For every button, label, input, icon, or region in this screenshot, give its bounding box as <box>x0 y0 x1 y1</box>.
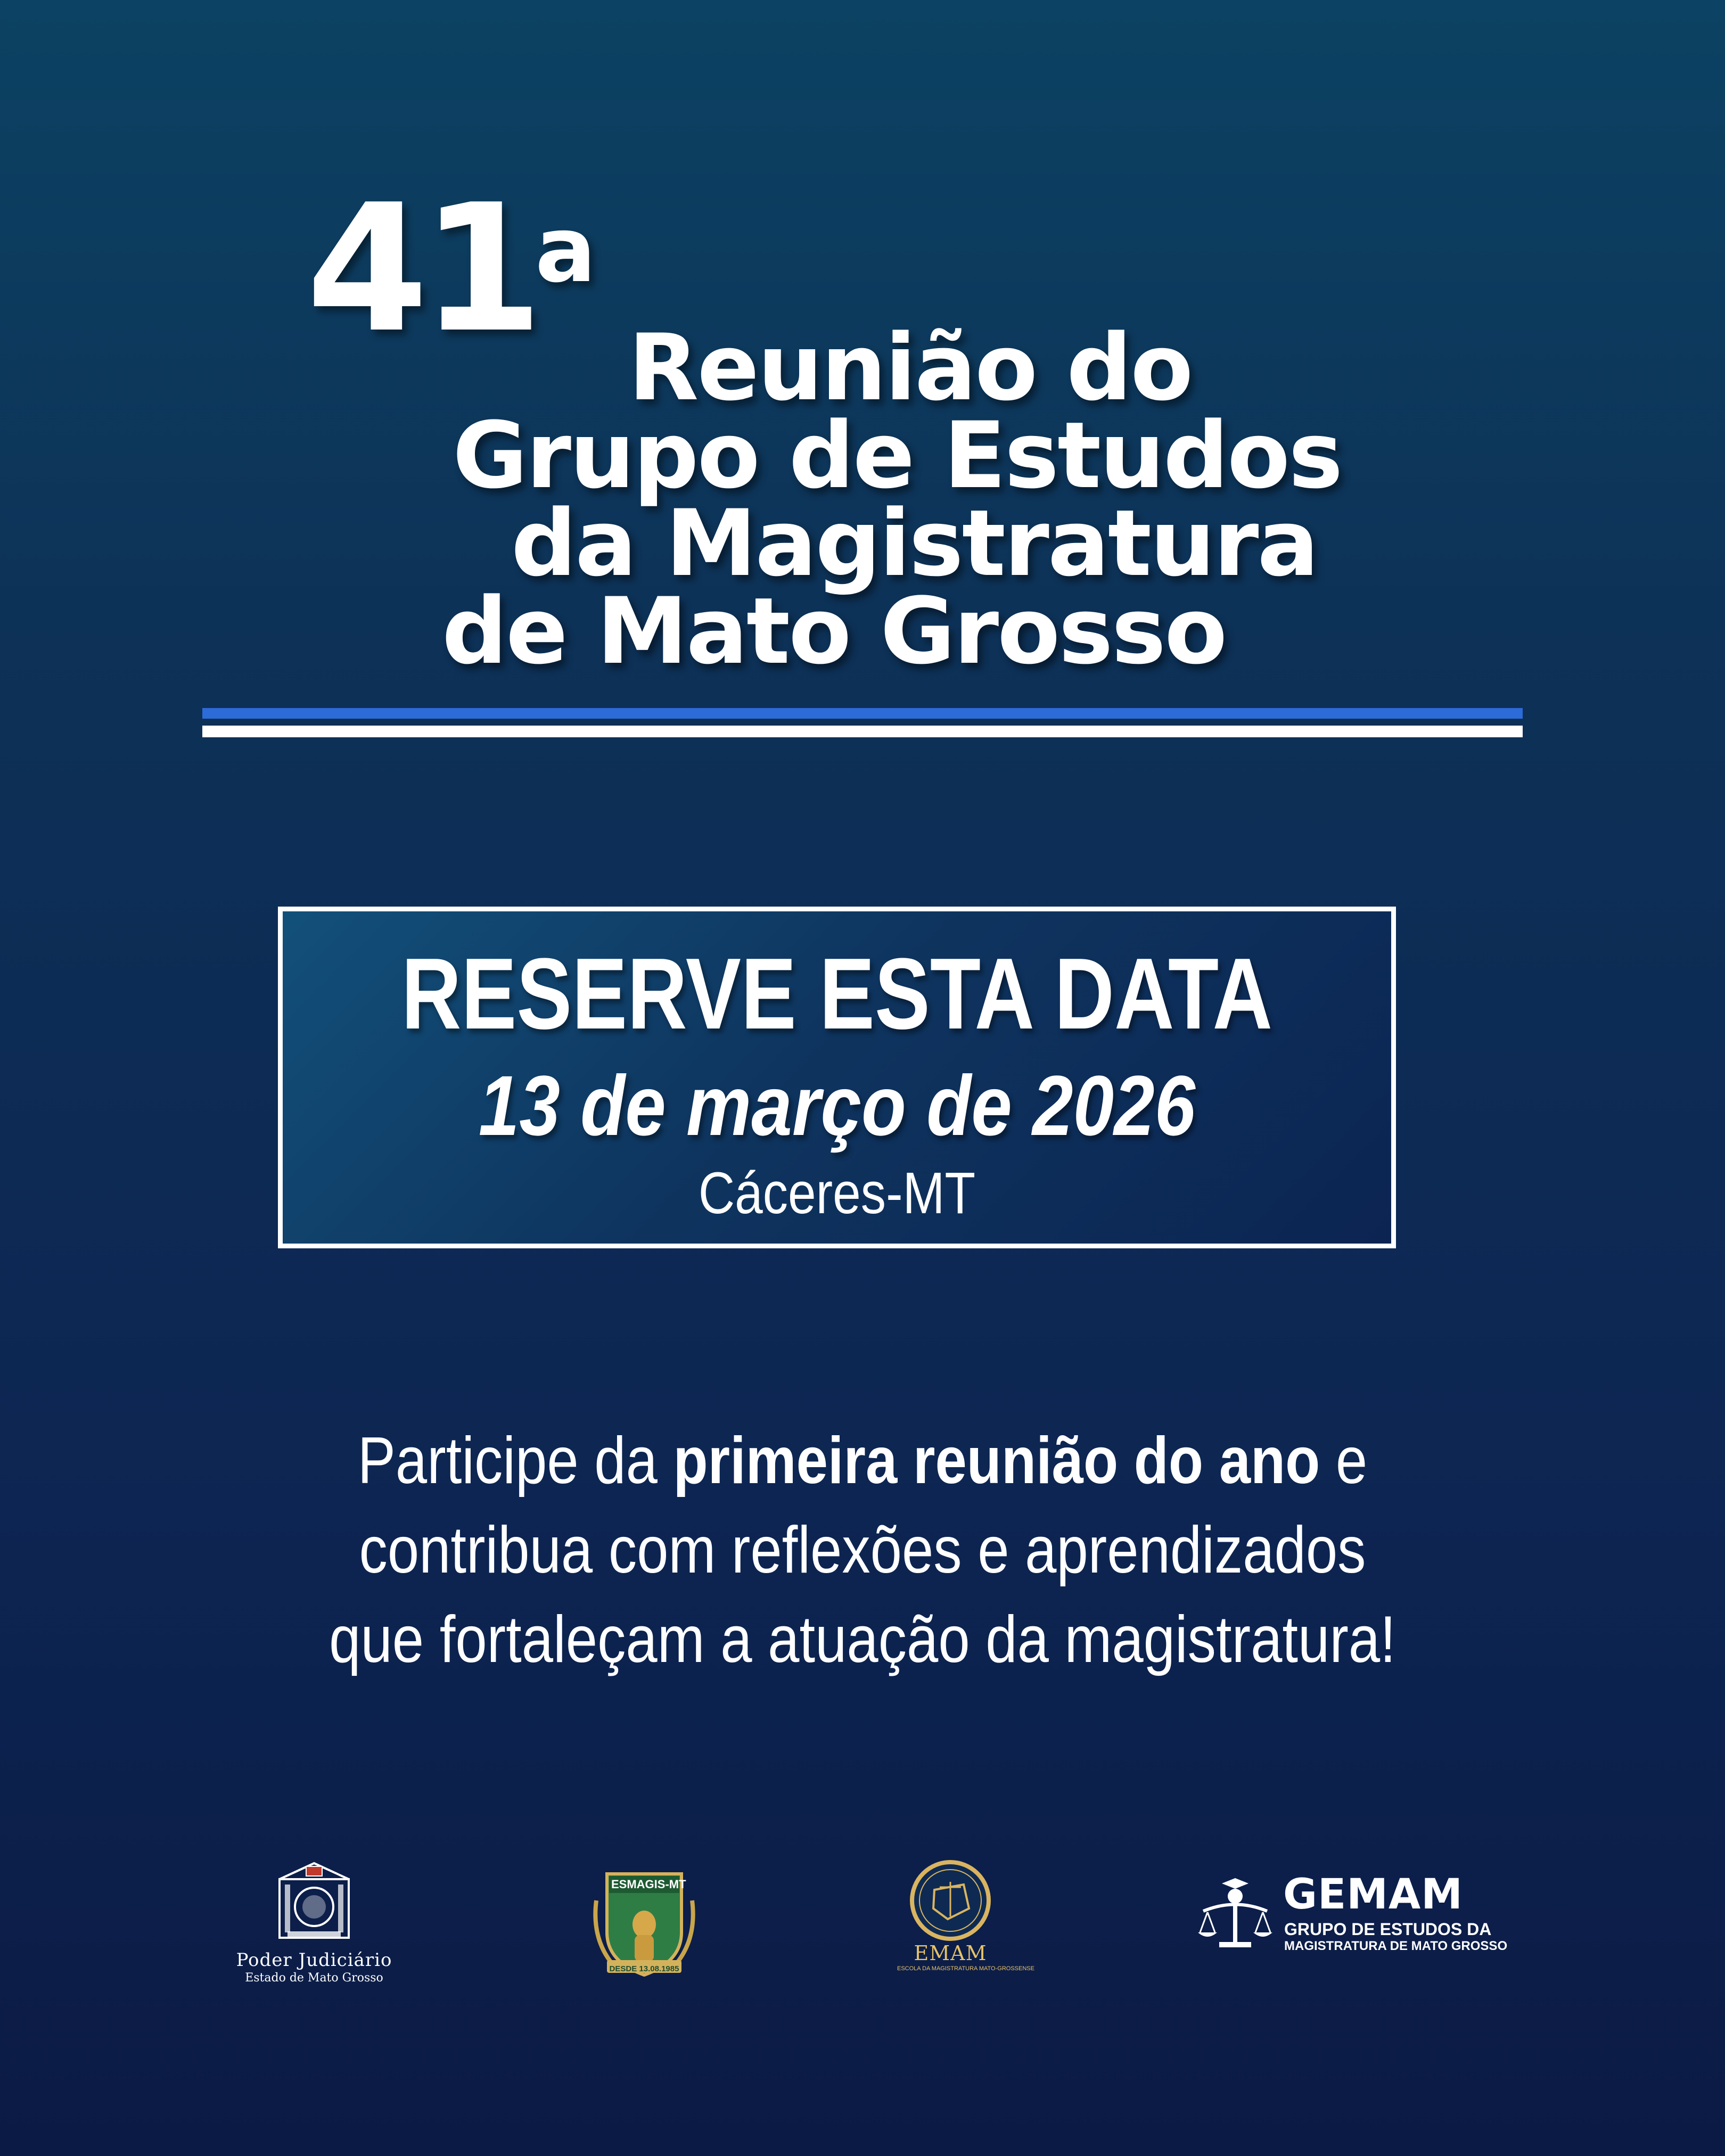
divider-blue <box>202 708 1523 719</box>
emam-logo <box>897 1858 1034 1980</box>
poder-judiciario-logo <box>229 1858 399 1986</box>
gemam-logo <box>1193 1871 1512 1959</box>
invitation-message <box>91 1416 1634 1684</box>
emam-subtitle: ESCOLA DA MAGISTRATURA MATO-GROSSENSE <box>897 1965 1034 1972</box>
gemam-subtitle-2: MAGISTRATURA DE MATO GROSSO <box>1284 1939 1508 1953</box>
esmagis-label: ESMAGIS-MT <box>611 1878 686 1891</box>
divider-white <box>202 726 1523 737</box>
title-line-4: de Mato Grosso <box>442 578 1226 685</box>
emam-seal-icon <box>897 1858 1004 1943</box>
event-location: Cáceres-MT <box>698 1161 976 1226</box>
edition-ordinal: a <box>535 198 596 303</box>
scales-of-justice-icon <box>1193 1874 1278 1959</box>
message-line-1-start: Participe da <box>357 1424 673 1497</box>
esmagis-ribbon: DESDE 13.08.1985 <box>609 1964 679 1973</box>
title-line-2: Grupo de Estudos <box>453 402 1342 509</box>
message-line-1-bold: primeira reunião do ano <box>673 1424 1320 1497</box>
edition-number: 41 <box>306 167 536 371</box>
emam-label: EMAM <box>914 1941 987 1965</box>
message-line-1-end: e <box>1320 1424 1368 1497</box>
message-line-3: que fortaleçam a atuação da magistratura! <box>329 1603 1396 1676</box>
title-line-1: Reunião do <box>628 314 1192 421</box>
courthouse-seal-icon <box>229 1858 399 1948</box>
gemam-subtitle-1: GRUPO DE ESTUDOS DA <box>1284 1920 1492 1939</box>
message-line-2: contribua com reflexões e aprendizados <box>359 1513 1366 1587</box>
poder-judiciario-name: Poder Judiciário <box>236 1949 392 1971</box>
poder-judiciario-state: Estado de Mato Grosso <box>245 1971 383 1985</box>
event-date: 13 de março de 2026 <box>478 1058 1196 1153</box>
save-date-box <box>278 907 1396 1248</box>
esmagis-logo <box>586 1863 703 1986</box>
title-line-3: da Magistratura <box>511 490 1318 597</box>
message-line-1 <box>199 1416 1526 1505</box>
gemam-title: GEMAM <box>1283 1871 1463 1919</box>
save-date-heading: RESERVE ESTA DATA <box>401 937 1273 1050</box>
